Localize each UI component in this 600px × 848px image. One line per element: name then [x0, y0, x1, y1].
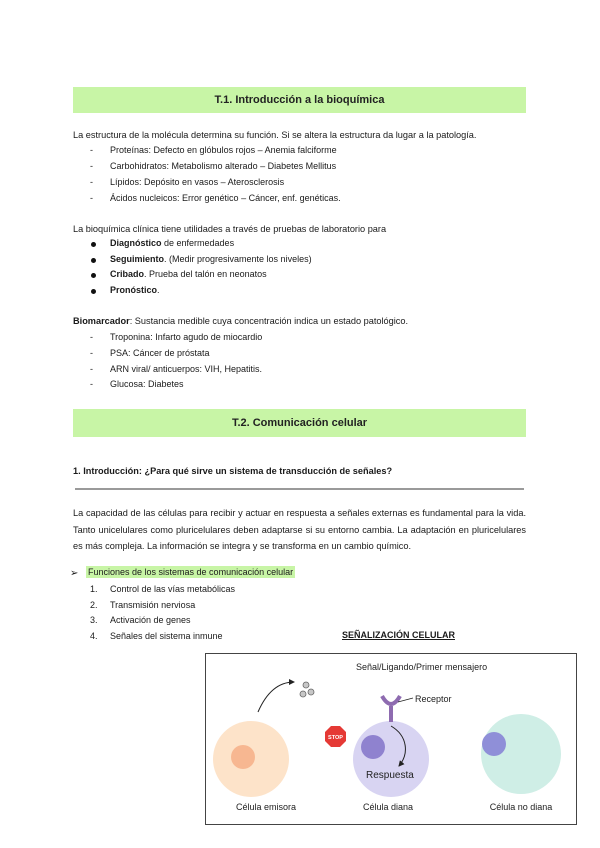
target-nucleus [361, 735, 385, 759]
list-item-proteins: Proteínas: Defecto en glóbulos rojos – Anemia falciforme [110, 145, 337, 155]
function-item: Transmisión nerviosa [110, 600, 196, 610]
function-number: 2. [90, 600, 98, 610]
section-1-title: T.1. Introducción a la bioquímica [73, 87, 526, 113]
biomarker-item-glucose: Glucosa: Diabetes [110, 379, 184, 389]
arrow-bullet-icon: ➢ [70, 568, 79, 579]
function-item: Activación de genes [110, 615, 191, 625]
ligand-label: Señal/Ligando/Primer mensajero [356, 662, 488, 672]
clinical-intro: La bioquímica clínica tiene utilidades a través de pruebas de laboratorio para [73, 224, 387, 234]
section-2-title: T.2. Comunicación celular [73, 409, 526, 437]
list-dash: - [90, 332, 93, 342]
list-dash: - [90, 145, 93, 155]
intro-paragraph: La capacidad de las células para recibir y actuar en respuesta a señales externas es fundamental para la vida. Tanto unicelulares como pluricelulares deben adaptarse si su entorno cambia. La adaptación en pluricelulares es más compleja. La información se integra y se transforma en un cambio químico. [73, 508, 526, 551]
biomarker-item-psa: PSA: Cáncer de próstata [110, 348, 210, 358]
non-target-cell-label: Célula no diana [489, 802, 553, 812]
target-cell-label: Célula diana [362, 802, 414, 812]
response-label: Respuesta [366, 770, 414, 781]
list-item-carbohydrates: Carbohidratos: Metabolismo alterado – Diabetes Mellitus [110, 161, 337, 171]
biomarker-definition: Biomarcador: Sustancia medible cuya concentración indica un estado patológico. [73, 316, 409, 326]
structure-intro: La estructura de la molécula determina su función. Si se altera la estructura da lugar a la patología. [73, 130, 477, 140]
biomarker-item-rna: ARN viral/ anticuerpos: VIH, Hepatitis. [110, 364, 263, 374]
bullet-dot [91, 273, 96, 278]
stop-label: STOP [328, 735, 343, 741]
clinical-item-screening: Cribado. Prueba del talón en neonatos [110, 269, 267, 279]
bullet-dot [91, 289, 96, 294]
list-item-lipids: Lípidos: Depósito en vasos – Aterosclerosis [110, 177, 285, 187]
bullet-dot [91, 242, 96, 247]
emitter-cell-label: Célula emisora [235, 802, 297, 812]
biomarker-item-troponin: Troponina: Infarto agudo de miocardio [110, 332, 263, 342]
list-dash: - [90, 379, 93, 389]
list-item-nucleic-acids: Ácidos nucleicos: Error genético – Cáncer, enf. genéticas. [110, 193, 341, 203]
list-dash: - [90, 364, 93, 374]
non-target-nucleus [482, 732, 506, 756]
clinical-item-diagnosis: Diagnóstico de enfermedades [110, 238, 235, 248]
bullet-dot [91, 258, 96, 263]
function-number: 1. [90, 584, 98, 594]
list-dash: - [90, 348, 93, 358]
receptor-label: Receptor [415, 694, 452, 704]
divider [75, 488, 524, 490]
functions-title: Funciones de los sistemas de comunicación celular [88, 567, 294, 577]
function-item: Control de las vías metabólicas [110, 584, 236, 594]
ligand-molecule [308, 689, 314, 695]
receptor-icon [382, 696, 400, 722]
clinical-item-monitoring: Seguimiento. (Medir progresivamente los niveles) [110, 254, 312, 264]
function-number: 4. [90, 631, 98, 641]
cell-signaling-diagram [206, 654, 576, 824]
target-cell [353, 721, 429, 797]
secretion-arrow-icon [258, 682, 294, 712]
emitter-nucleus [231, 745, 255, 769]
list-dash: - [90, 161, 93, 171]
ligand-molecule [300, 691, 306, 697]
function-item: Señales del sistema inmune [110, 631, 223, 641]
cell-signaling-figure [205, 653, 577, 825]
figure-title: SEÑALIZACIÓN CELULAR [342, 630, 455, 640]
clinical-item-prognosis: Pronóstico. [110, 285, 160, 295]
function-number: 3. [90, 615, 98, 625]
subheading-introduction: 1. Introducción: ¿Para qué sirve un sistema de transducción de señales? [73, 466, 393, 476]
list-dash: - [90, 177, 93, 187]
ligand-molecule [303, 682, 309, 688]
list-dash: - [90, 193, 93, 203]
